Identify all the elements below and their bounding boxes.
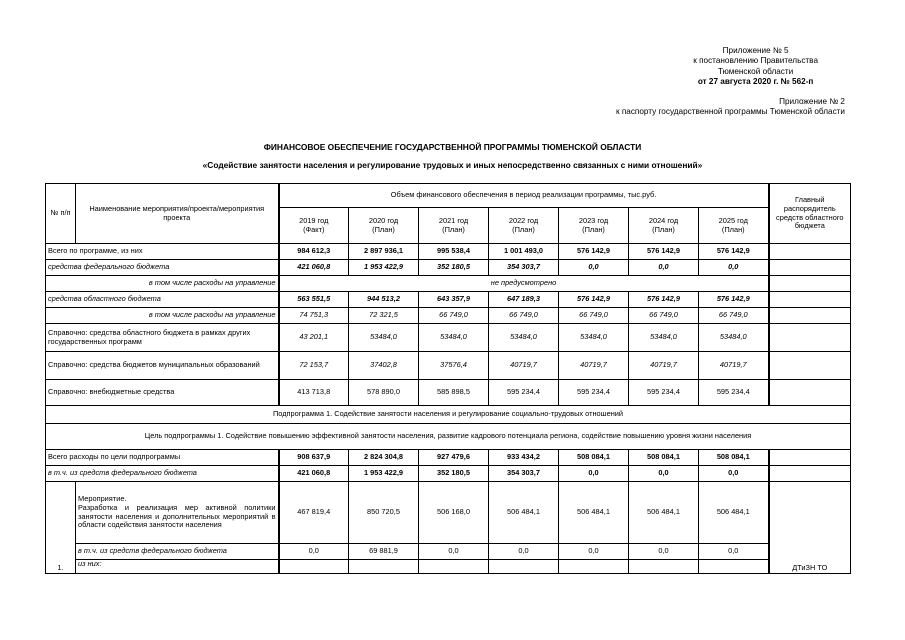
cell-value: 944 513,2: [349, 292, 419, 308]
cell-value: 66 749,0: [629, 308, 699, 324]
appendix-2-block: [616, 97, 845, 118]
row-label: Справочно: средства бюджетов муниципальных образований: [46, 352, 279, 380]
row-reference-municipal: [46, 352, 851, 380]
row-label: в т.ч. из средств федерального бюджета: [76, 544, 279, 560]
row-program-total: [46, 244, 851, 260]
cell-manager: [769, 260, 851, 276]
cell-value: 995 538,4: [419, 244, 489, 260]
cell-value: 595 234,4: [699, 380, 769, 406]
cell-value: 595 234,4: [629, 380, 699, 406]
cell-value: 908 637,9: [279, 450, 349, 466]
appendix-5-title: Приложение № 5: [722, 46, 789, 55]
row-measure: [46, 482, 851, 544]
col-header-manager: Главный распорядитель средств областного бюджета: [769, 184, 851, 244]
cell-value: 66 749,0: [419, 308, 489, 324]
cell-value: 74 751,3: [279, 308, 349, 324]
year-header: 2019 год (Факт): [279, 208, 349, 244]
cell-value: 576 142,9: [559, 292, 629, 308]
cell-value: 72 321,5: [349, 308, 419, 324]
measure-description: Разработка и реализация мер активной политики занятости населения и дополнительных мероприятий в области содействия занятости населения: [78, 502, 276, 530]
year-header: 2020 год (План): [349, 208, 419, 244]
cell-value: 53484,0: [559, 324, 629, 352]
cell-manager: [769, 380, 851, 406]
row-label: средства областного бюджета: [46, 292, 279, 308]
row-goal: [46, 424, 851, 450]
year-header: 2024 год (План): [629, 208, 699, 244]
year-header: 2025 год (План): [699, 208, 769, 244]
row-label: Справочно: внебюджетные средства: [46, 380, 279, 406]
row-label: средства федерального бюджета: [46, 260, 279, 276]
cell-value: 2 897 936,1: [349, 244, 419, 260]
cell-value: [699, 560, 769, 574]
cell-value: 508 084,1: [559, 450, 629, 466]
cell-value: 69 881,9: [349, 544, 419, 560]
col-header-name: Наименование мероприятия/проекта/мероприятия проекта: [76, 184, 279, 244]
subprogram-title: Подпрограмма 1. Содействие занятости населения и регулирование социально-трудовых отношений: [46, 406, 851, 424]
cell-value: 352 180,5: [419, 466, 489, 482]
cell-value: 53484,0: [699, 324, 769, 352]
row-label: в том числе расходы на управление: [46, 276, 279, 292]
cell-value: 0,0: [279, 544, 349, 560]
cell-value: 506 168,0: [419, 482, 489, 544]
row-reference-extrabudgetary: [46, 380, 851, 406]
cell-value: 413 713,8: [279, 380, 349, 406]
cell-value: 467 819,4: [279, 482, 349, 544]
cell-value: 2 824 304,8: [349, 450, 419, 466]
header-row-1: [46, 184, 851, 208]
row-goal-total: [46, 450, 851, 466]
appendix-5-block: [693, 46, 818, 88]
cell-value: [489, 560, 559, 574]
row-label: Всего расходы по цели подпрограммы: [46, 450, 279, 466]
cell-value: 1 953 422,9: [349, 466, 419, 482]
cell-value: 421 060,8: [279, 260, 349, 276]
cell-value: 576 142,9: [699, 244, 769, 260]
row-measure-federal: [46, 544, 851, 560]
cell-value: 53484,0: [419, 324, 489, 352]
cell-value: 1 953 422,9: [349, 260, 419, 276]
cell-manager: [769, 292, 851, 308]
cell-value: 352 180,5: [419, 260, 489, 276]
row-label: Справочно: средства областного бюджета в рамках других государственных программ: [46, 324, 279, 352]
program-title: «Содействие занятости населения и регулирование трудовых и иных непосредственно связанных с ними отношений»: [202, 160, 703, 170]
cell-value: 66 749,0: [489, 308, 559, 324]
cell-value: 576 142,9: [629, 244, 699, 260]
cell-value: 0,0: [699, 260, 769, 276]
appendix-5-ref: к постановлению Правительства: [693, 56, 818, 66]
cell-value: 0,0: [559, 544, 629, 560]
cell-value: 66 749,0: [559, 308, 629, 324]
cell-value: 506 484,1: [559, 482, 629, 544]
cell-manager: [769, 308, 851, 324]
row-label: в т.ч. из средств федерального бюджета: [46, 466, 279, 482]
row-goal-federal: [46, 466, 851, 482]
cell-value: 0,0: [699, 466, 769, 482]
cell-value: 1 001 493,0: [489, 244, 559, 260]
cell-value: 72 153,7: [279, 352, 349, 380]
cell-manager: [769, 466, 851, 482]
measure-label: [76, 482, 279, 544]
cell-value: 563 551,5: [279, 292, 349, 308]
cell-manager: [769, 276, 851, 292]
row-federal-funds: [46, 260, 851, 276]
appendix-2-ref: к паспорту государственной программы Тюменской области: [615, 107, 845, 117]
cell-value: [419, 560, 489, 574]
cell-value: 0,0: [419, 544, 489, 560]
row-of-them: [46, 560, 851, 574]
row-regional-management: [46, 308, 851, 324]
measure-heading: Мероприятие.: [78, 494, 127, 504]
cell-value: 43 201,1: [279, 324, 349, 352]
cell-value: [559, 560, 629, 574]
manager-cell: ДТиЗН ТО: [769, 482, 851, 574]
cell-value: 506 484,1: [699, 482, 769, 544]
cell-manager: [769, 450, 851, 466]
cell-manager: [769, 324, 851, 352]
cell-value: 0,0: [629, 544, 699, 560]
cell-value: 53484,0: [629, 324, 699, 352]
cell-value: [629, 560, 699, 574]
col-header-volume: Объем финансового обеспечения в период реализации программы, тыс.руб.: [279, 184, 769, 208]
cell-value: 421 060,8: [279, 466, 349, 482]
cell-value: 506 484,1: [489, 482, 559, 544]
cell-value: 40719,7: [559, 352, 629, 380]
cell-value: 933 434,2: [489, 450, 559, 466]
row-federal-management: [46, 276, 851, 292]
document-title: ФИНАНСОВОЕ ОБЕСПЕЧЕНИЕ ГОСУДАРСТВЕННОЙ ПРОГРАММЫ ТЮМЕНСКОЙ ОБЛАСТИ: [263, 142, 642, 152]
row-reference-other-programs: [46, 324, 851, 352]
cell-value: 643 357,9: [419, 292, 489, 308]
cell-value: 595 234,4: [489, 380, 559, 406]
cell-value: 576 142,9: [559, 244, 629, 260]
row-number: 1.: [46, 482, 76, 574]
cell-value: 53484,0: [349, 324, 419, 352]
year-header: 2023 год (План): [559, 208, 629, 244]
cell-value: 354 303,7: [489, 260, 559, 276]
cell-value: 850 720,5: [349, 482, 419, 544]
cell-value: 585 898,5: [419, 380, 489, 406]
row-subprogram: [46, 406, 851, 424]
appendix-2-title: Приложение № 2: [779, 97, 845, 106]
cell-value: 927 479,6: [419, 450, 489, 466]
cell-manager: [769, 244, 851, 260]
appendix-5-region: Тюменской области: [718, 66, 794, 76]
cell-value: 40719,7: [489, 352, 559, 380]
cell-value: 53484,0: [489, 324, 559, 352]
cell-value: 0,0: [629, 466, 699, 482]
cell-value: 0,0: [559, 466, 629, 482]
financing-table: [45, 183, 851, 574]
cell-value: 0,0: [699, 544, 769, 560]
cell-value: [349, 560, 419, 574]
cell-value: 578 890,0: [349, 380, 419, 406]
row-label: в том числе расходы на управление: [46, 308, 279, 324]
cell-value: 506 484,1: [629, 482, 699, 544]
goal-title: Цель подпрограммы 1. Содействие повышению эффективной занятости населения, развитие кадрового потенциала региона, содействие повышению уровня жизни населения: [46, 424, 851, 450]
cell-value: 40719,7: [629, 352, 699, 380]
merged-note: не предусмотрено: [279, 276, 769, 292]
cell-value: 66 749,0: [699, 308, 769, 324]
cell-value: 984 612,3: [279, 244, 349, 260]
appendix-5-date: от 27 августа 2020 г. № 562-п: [697, 77, 814, 87]
cell-value: 576 142,9: [699, 292, 769, 308]
cell-value: [279, 560, 349, 574]
row-regional-funds: [46, 292, 851, 308]
row-label: из них:: [76, 560, 279, 574]
cell-value: 0,0: [489, 544, 559, 560]
cell-value: 40719,7: [699, 352, 769, 380]
cell-value: 37576,4: [419, 352, 489, 380]
col-header-num: № п/п: [46, 184, 76, 244]
cell-manager: [769, 352, 851, 380]
year-header: 2022 год (План): [489, 208, 559, 244]
cell-value: 647 189,3: [489, 292, 559, 308]
cell-value: 576 142,9: [629, 292, 699, 308]
cell-value: 595 234,4: [559, 380, 629, 406]
cell-value: 508 084,1: [629, 450, 699, 466]
cell-value: 508 084,1: [699, 450, 769, 466]
cell-value: 37402,8: [349, 352, 419, 380]
year-header: 2021 год (План): [419, 208, 489, 244]
cell-value: 354 303,7: [489, 466, 559, 482]
cell-value: 0,0: [629, 260, 699, 276]
row-label: Всего по программе, из них: [46, 244, 279, 260]
cell-value: 0,0: [559, 260, 629, 276]
